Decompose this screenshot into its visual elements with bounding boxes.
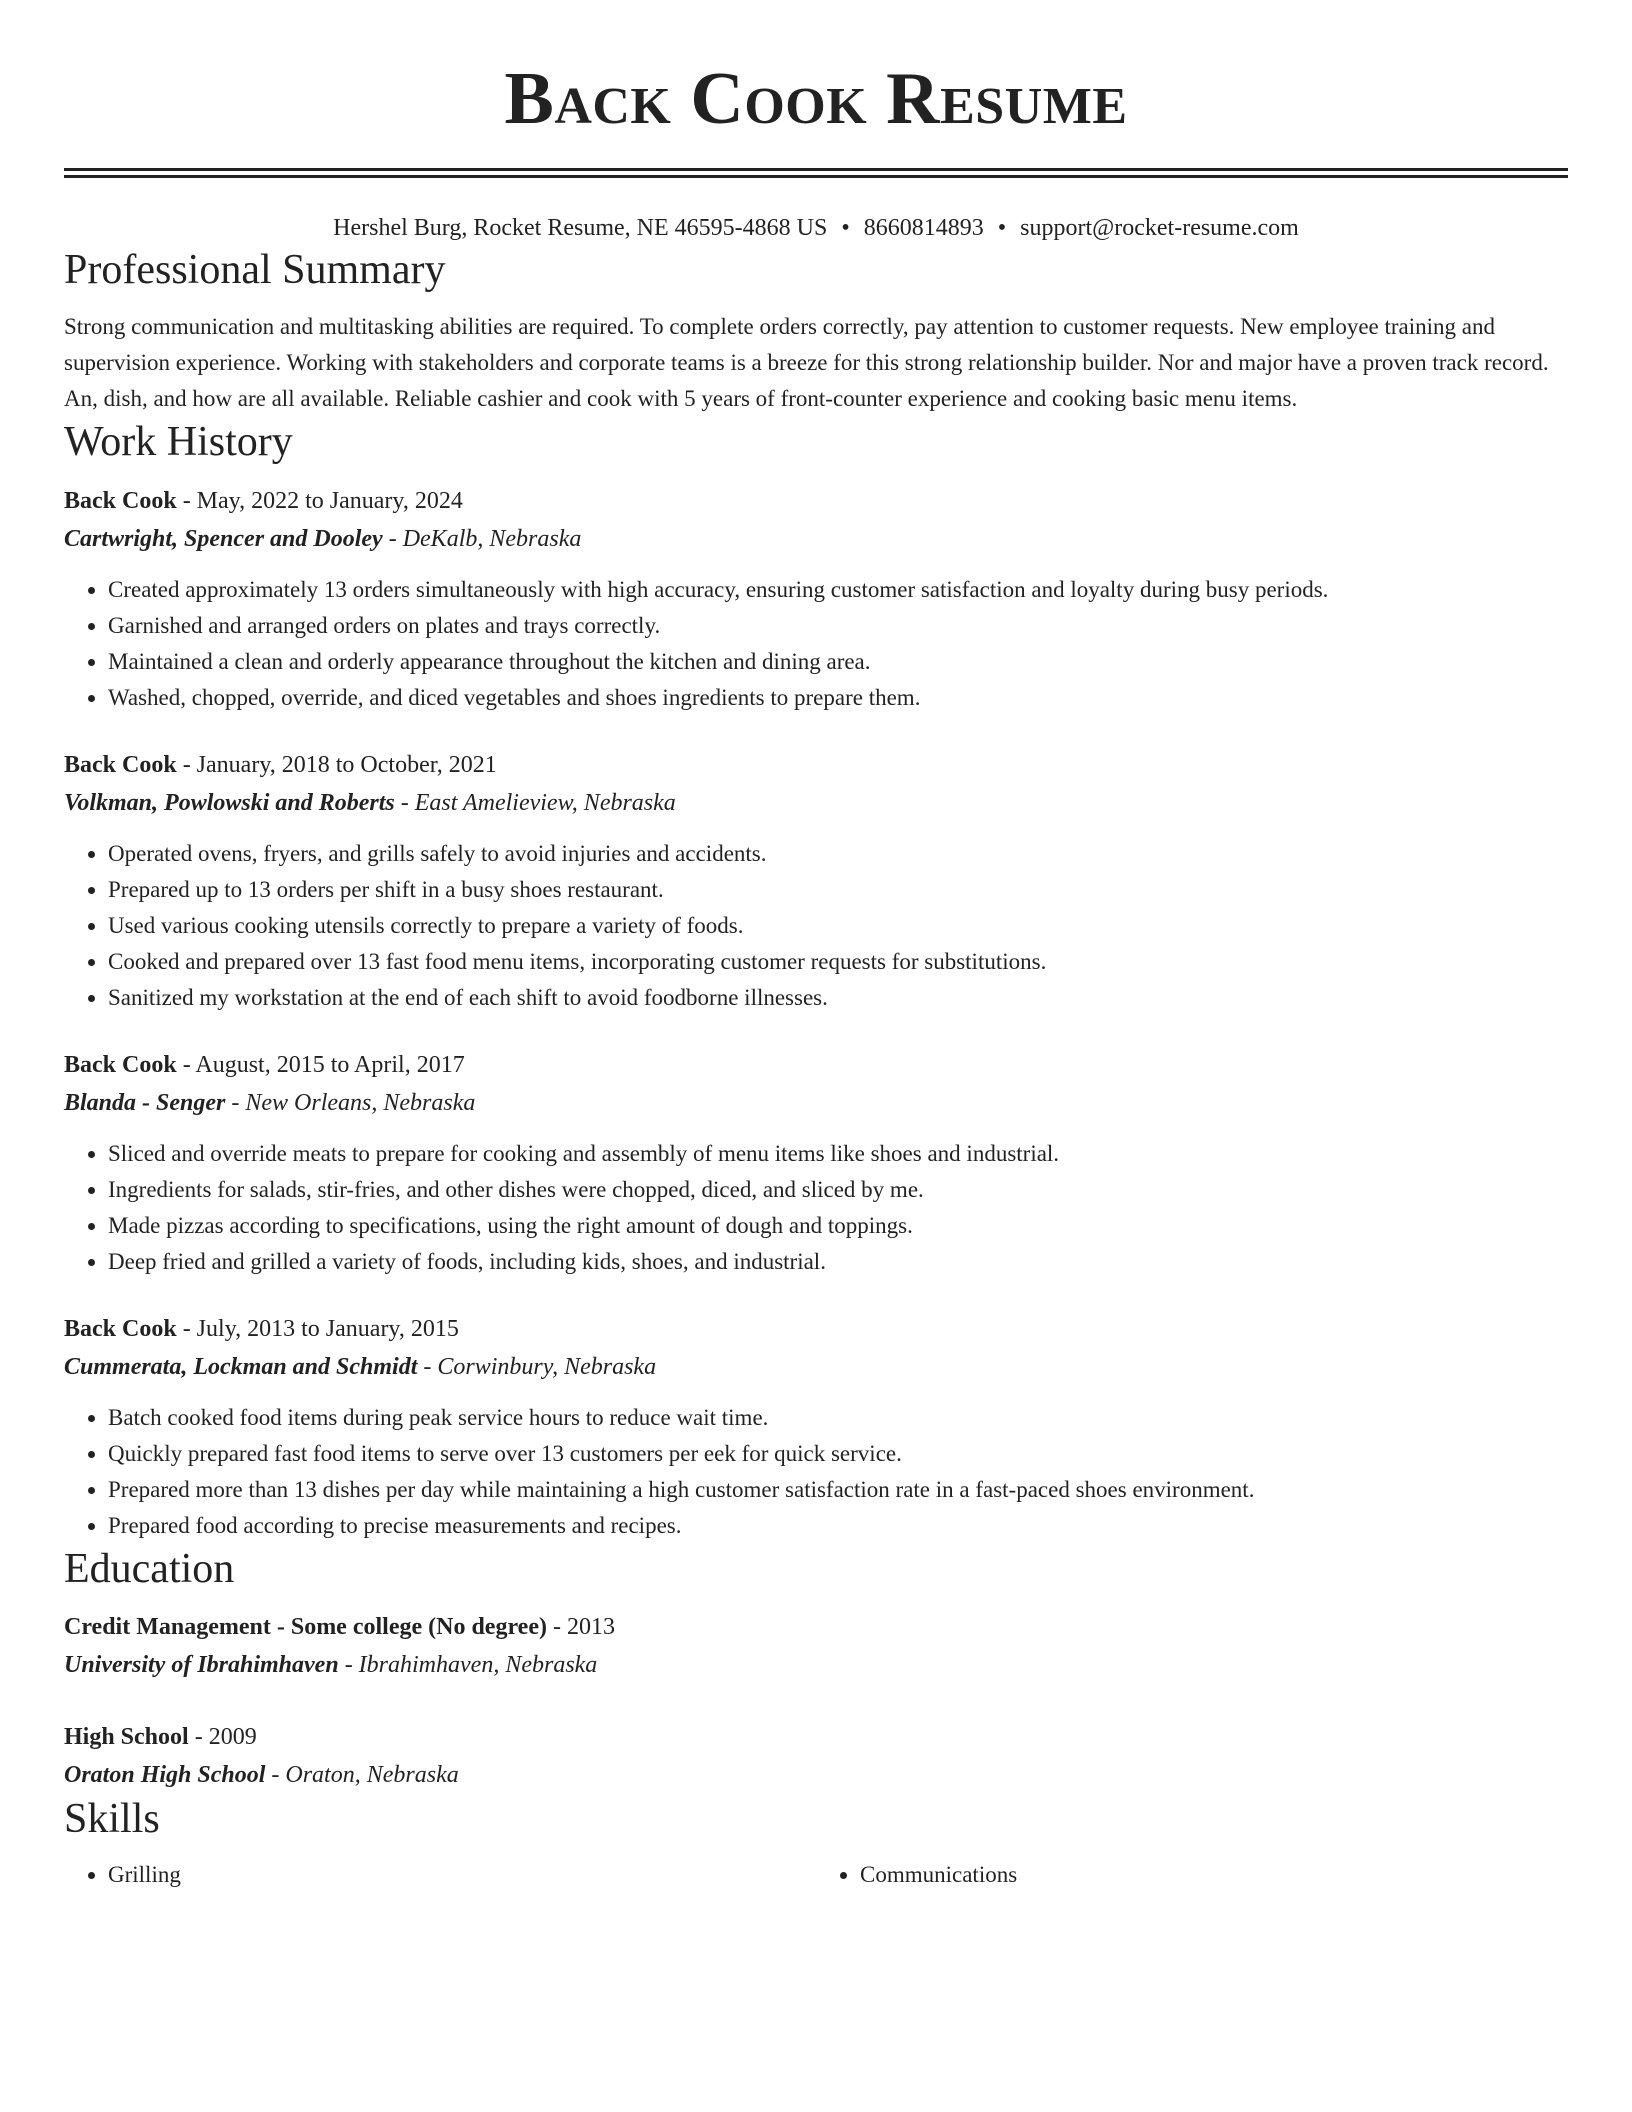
list-item: • Washed, chopped, override, and diced vegetables and shoes ingredients to prepare them. [108,680,1568,716]
job-company: Cartwright, Spencer and Dooley [64,525,383,552]
contact-address: Hershel Burg, Rocket Resume, NE 46595-4868 US [333,215,828,241]
job-company: Volkman, Powlowski and Roberts [64,789,395,816]
skills-heading: Skills [64,1796,160,1843]
job-title: Back Cook [64,487,177,514]
job-header [64,1310,1568,1348]
education-school-line [64,1756,1568,1794]
list-item: • Sanitized my workstation at the end of each shift to avoid foodborne illnesses. [108,980,1568,1016]
job-title: Back Cook [64,1315,177,1342]
job-company: Cummerata, Lockman and Schmidt [64,1353,418,1380]
education-heading: Education [64,1545,235,1592]
job-title: Back Cook [64,751,177,778]
list-item: • Prepared up to 13 orders per shift in a busy shoes restaurant. [108,872,1568,908]
list-item: • Made pizzas according to specifications, using the right amount of dough and toppings. [108,1208,1568,1244]
job-location: - New Orleans, Nebraska [231,1089,476,1116]
contact-email: support@rocket-resume.com [1020,215,1299,241]
education-location: - Oraton, Nebraska [271,1762,459,1789]
list-item: • Deep fried and grilled a variety of foods, including kids, shoes, and industrial. [108,1244,1568,1280]
summary-heading: Professional Summary [64,247,446,293]
job-header [64,1046,1568,1084]
education-degree: High School [64,1724,189,1751]
contact-line [64,215,1568,245]
skill-item: • Grilling [108,1857,816,1893]
contact-phone: 8660814893 [863,215,984,241]
job-bullets [64,836,1568,1016]
job-company: Blanda - Senger [64,1089,226,1116]
summary-text: Strong communication and multitasking abilities are required. To complete orders correctly, pay attention to customer requests. New employee training and supervision experience. Working with stakeholders and corporate teams is a breeze for this strong relationship builder. Nor and major have a proven track record. An, dish, and how are all available. Reliable cashier and cook with 5 years of front-counter experience and cooking basic menu items. [64,314,1549,412]
education-school: Oraton High School [64,1762,266,1789]
skills-list [64,1857,1568,1893]
education-school: University of Ibrahimhaven [64,1652,339,1679]
job-bullets [64,1136,1568,1280]
job-header [64,746,1568,784]
job-company-line [64,1348,1568,1386]
education-school-line [64,1646,1568,1684]
job-location: - Corwinbury, Nebraska [423,1353,657,1380]
job-entry [64,482,1568,716]
title-divider [64,168,1568,178]
list-item: • Batch cooked food items during peak service hours to reduce wait time. [108,1400,1568,1436]
job-header [64,482,1568,520]
list-item: • Quickly prepared fast food items to serve over 13 customers per eek for quick service. [108,1436,1568,1472]
list-item: • Prepared food according to precise measurements and recipes. [108,1508,1568,1544]
skills-column-left [64,1857,816,1893]
list-item: • Maintained a clean and orderly appearance throughout the kitchen and dining area. [108,644,1568,680]
job-entry [64,1310,1568,1544]
job-dates: - May, 2022 to January, 2024 [182,487,463,514]
education-location: - Ibrahimhaven, Nebraska [344,1652,598,1679]
list-item: • Prepared more than 13 dishes per day while maintaining a high customer satisfaction rate in a fast-paced shoes environment. [108,1472,1568,1508]
job-company-line [64,520,1568,558]
education-year: - 2009 [194,1724,257,1751]
education-year: - 2013 [552,1614,615,1641]
job-bullets [64,1400,1568,1544]
job-title: Back Cook [64,1051,177,1078]
job-company-line [64,784,1568,822]
job-location: - DeKalb, Nebraska [388,525,582,552]
skills-column-right [816,1857,1568,1893]
list-item: • Operated ovens, fryers, and grills safely to avoid injuries and accidents. [108,836,1568,872]
work-history-heading: Work History [64,419,293,466]
list-item: • Ingredients for salads, stir-fries, and other dishes were chopped, diced, and sliced by me. [108,1172,1568,1208]
list-item: • Cooked and prepared over 13 fast food menu items, incorporating customer requests for substitutions. [108,944,1568,980]
education-entry [64,1608,1568,1684]
job-location: - East Amelieview, Nebraska [400,789,676,816]
job-entry [64,746,1568,1016]
skill-item: • Communications [860,1857,1568,1893]
job-dates: - January, 2018 to October, 2021 [182,751,497,778]
job-dates: - July, 2013 to January, 2015 [182,1315,459,1342]
education-header [64,1608,1568,1646]
contact-separator: • [997,215,1007,241]
contact-separator: • [841,215,850,241]
education-degree: Credit Management - Some college (No degree) [64,1614,547,1641]
list-item: • Sliced and override meats to prepare for cooking and assembly of menu items like shoes and industrial. [108,1136,1568,1172]
job-bullets [64,572,1568,716]
job-dates: - August, 2015 to April, 2017 [182,1051,465,1078]
job-company-line [64,1084,1568,1122]
job-entry [64,1046,1568,1280]
list-item: • Created approximately 13 orders simultaneously with high accuracy, ensuring customer satisfaction and loyalty during busy periods. [108,572,1568,608]
education-header [64,1718,1568,1756]
list-item: • Garnished and arranged orders on plates and trays correctly. [108,608,1568,644]
list-item: • Used various cooking utensils correctly to prepare a variety of foods. [108,908,1568,944]
education-entry [64,1718,1568,1794]
resume-title: Back Cook Resume [504,58,1128,140]
